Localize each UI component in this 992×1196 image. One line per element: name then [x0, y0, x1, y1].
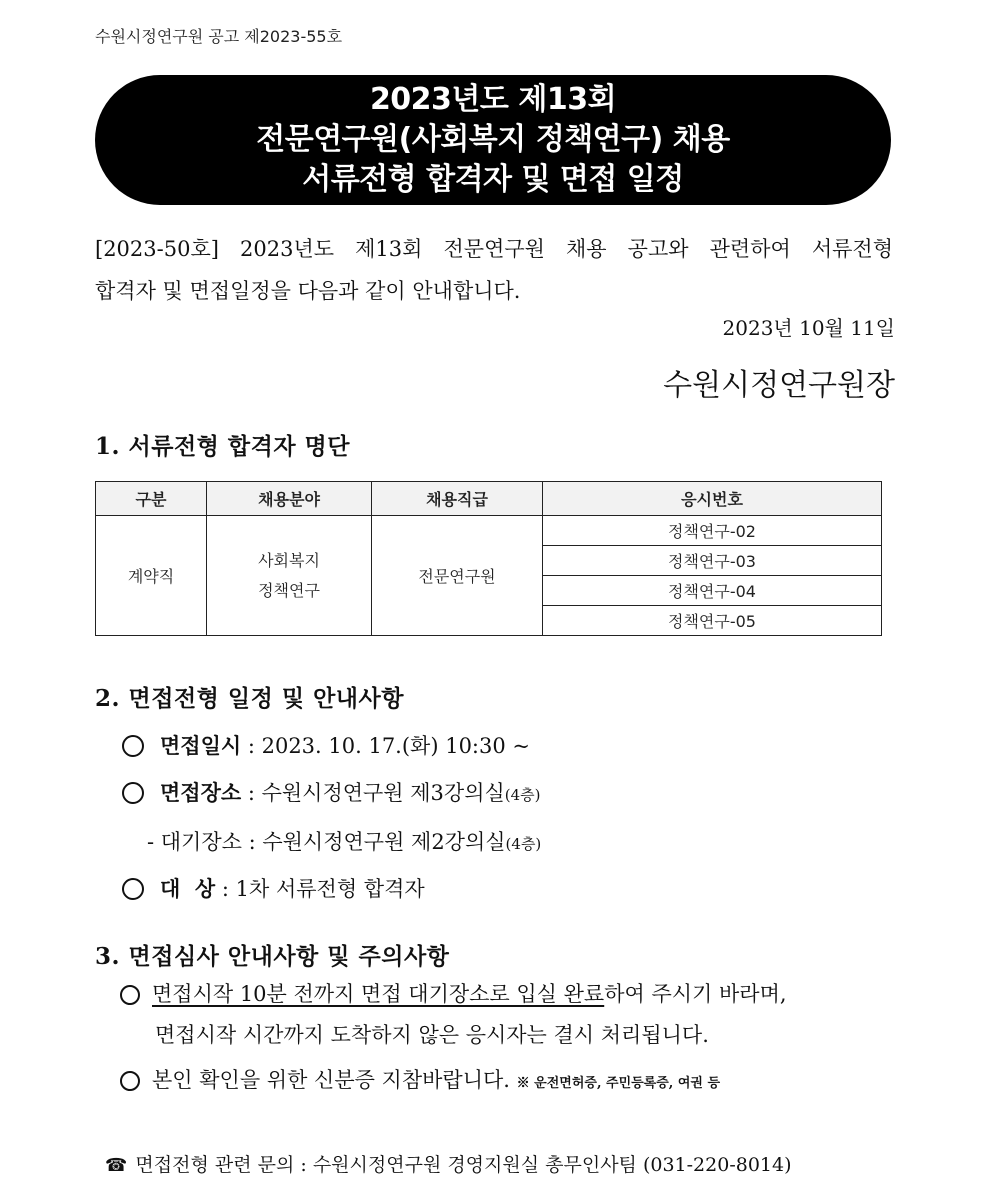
pass-list-table [95, 481, 882, 636]
cell-applicant-no: 정책연구-05 [543, 606, 882, 636]
cell-field [207, 516, 372, 636]
table-header-row [96, 482, 882, 516]
waiting-place [147, 826, 541, 856]
waiting-floor: (4층) [505, 835, 542, 853]
section3-title: 3. 면접심사 안내사항 및 주의사항 [95, 943, 450, 970]
item1-underlined: 면접시작 10분 전까지 면접 대기장소로 입실 완료 [152, 982, 605, 1006]
place-value: : 수원시정연구원 제3강의실 [247, 781, 505, 805]
item1-rest: 하여 주시기 바라며, [604, 982, 787, 1006]
title-line-2: 전문연구원(사회복지 정책연구) 채용 [256, 122, 730, 157]
interview-datetime [122, 730, 530, 760]
intro-paragraph [95, 228, 893, 312]
circle-bullet-icon [120, 1071, 140, 1091]
interview-target [122, 873, 425, 903]
notice-item-2 [120, 1064, 720, 1094]
cell-applicant-no: 정책연구-02 [543, 516, 882, 546]
target-label: 대 상 [160, 876, 216, 901]
circle-bullet-icon [122, 735, 144, 757]
title-banner [95, 75, 891, 205]
section1-title: 1. 서류전형 합격자 명단 [95, 433, 350, 460]
waiting-value: : 수원시정연구원 제2강의실 [248, 830, 506, 854]
header-field: 채용분야 [207, 482, 372, 516]
signatory: 수원시정연구원장 [663, 368, 895, 403]
cell-applicant-no: 정책연구-03 [543, 546, 882, 576]
section2-title: 2. 면접전형 일정 및 안내사항 [95, 685, 404, 712]
field-line-1: 사회복지 [258, 550, 320, 570]
footer-text: 면접전형 관련 문의 : 수원시정연구원 경영지원실 총무인사팀 (031-220-8014) [135, 1154, 792, 1176]
header-grade: 채용직급 [372, 482, 543, 516]
datetime-value: : 2023. 10. 17.(화) 10:30 ~ [247, 734, 530, 758]
notice-item-1-line2: 면접시작 시간까지 도착하지 않은 응시자는 결시 처리됩니다. [155, 1023, 709, 1047]
field-line-2: 정책연구 [258, 580, 320, 600]
target-value: : 1차 서류전형 합격자 [221, 877, 425, 901]
place-label: 면접장소 [160, 780, 242, 805]
waiting-label: - 대기장소 [147, 830, 242, 854]
table-row [96, 516, 882, 546]
item2-note: ※ 운전면허증, 주민등록증, 여권 등 [516, 1076, 721, 1091]
notice-date: 2023년 10월 11일 [722, 316, 895, 340]
circle-bullet-icon [120, 985, 140, 1005]
circle-bullet-icon [122, 878, 144, 900]
contact-footer [105, 1150, 792, 1177]
intro-line-1: [2023-50호] 2023년도 제13회 전문연구원 채용 공고와 관련하여 서류전형 [95, 237, 893, 261]
header-applicant-no: 응시번호 [543, 482, 882, 516]
notice-number: 수원시정연구원 공고 제2023-55호 [95, 27, 343, 46]
cell-applicant-no: 정책연구-04 [543, 576, 882, 606]
notice-item-1 [120, 978, 787, 1008]
item2-text: 본인 확인을 위한 신분증 지참바랍니다. [152, 1068, 510, 1092]
title-line-1: 2023년도 제13회 [369, 82, 617, 117]
intro-line-2: 합격자 및 면접일정을 다음과 같이 안내합니다. [95, 279, 521, 303]
circle-bullet-icon [122, 782, 144, 804]
place-floor: (4층) [504, 786, 541, 804]
datetime-label: 면접일시 [160, 733, 242, 758]
interview-place [122, 777, 541, 807]
title-line-3: 서류전형 합격자 및 면접 일정 [302, 162, 684, 197]
cell-grade: 전문연구원 [372, 516, 543, 636]
phone-icon: ☎ [105, 1155, 128, 1176]
header-category: 구분 [96, 482, 207, 516]
cell-category: 계약직 [96, 516, 207, 636]
